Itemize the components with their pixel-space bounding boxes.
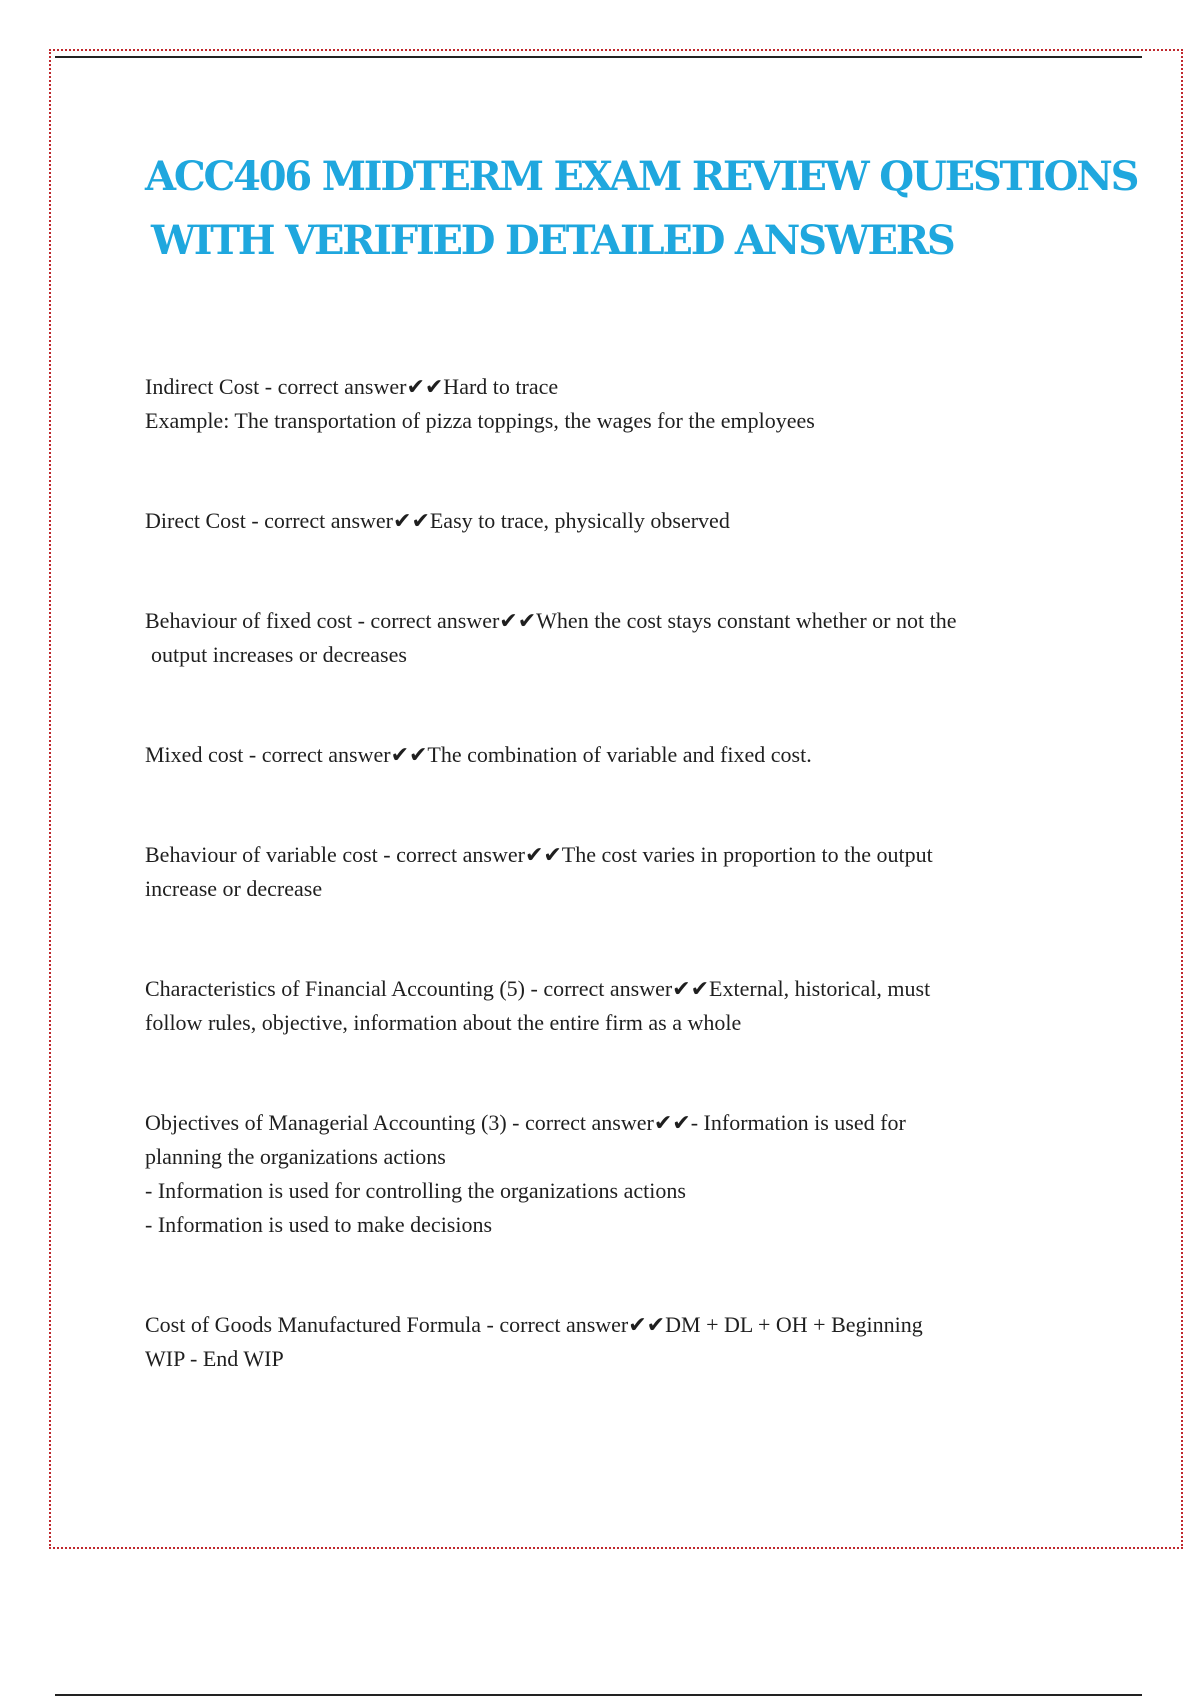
qa-line: - Information is used for controlling the organizations actions: [145, 1178, 686, 1203]
qa-line: Example: The transportation of pizza toppings, the wages for the employees: [145, 408, 815, 433]
qa-mixed-cost: [145, 738, 1100, 772]
document-title: [145, 145, 1138, 273]
title-line-1: ACC406 MIDTERM EXAM REVIEW QUESTIONS: [145, 153, 1138, 200]
qa-line: Cost of Goods Manufactured Formula - correct answer✔✔DM + DL + OH + Beginning: [145, 1312, 923, 1337]
qa-line: follow rules, objective, information about the entire firm as a whole: [145, 1010, 742, 1035]
qa-fixed-cost: [145, 604, 1100, 672]
qa-managerial-accounting: [145, 1106, 1100, 1242]
qa-line: Mixed cost - correct answer✔✔The combination of variable and fixed cost.: [145, 742, 812, 767]
qa-direct-cost: [145, 504, 1100, 538]
title-line-2: WITH VERIFIED DETAILED ANSWERS: [151, 217, 954, 264]
qa-line: Objectives of Managerial Accounting (3) - correct answer✔✔- Information is used for: [145, 1110, 906, 1135]
bottom-rule: [55, 1694, 1142, 1696]
qa-line: Characteristics of Financial Accounting (5) - correct answer✔✔External, historical, must: [145, 976, 931, 1001]
qa-list: [145, 370, 1100, 1376]
qa-variable-cost: [145, 838, 1100, 906]
qa-cogm-formula: [145, 1308, 1100, 1376]
qa-line: planning the organizations actions: [145, 1144, 446, 1169]
qa-line: - Information is used to make decisions: [145, 1212, 493, 1237]
qa-line: Behaviour of fixed cost - correct answer✔✔When the cost stays constant whether or not the: [145, 608, 957, 633]
qa-line: output increases or decreases: [151, 642, 407, 667]
qa-line: Indirect Cost - correct answer✔✔Hard to trace: [145, 374, 559, 399]
qa-indirect-cost: [145, 370, 1100, 438]
qa-line: WIP - End WIP: [145, 1346, 284, 1371]
top-rule: [55, 56, 1142, 58]
qa-line: increase or decrease: [145, 876, 323, 901]
qa-financial-accounting: [145, 972, 1100, 1040]
qa-line: Behaviour of variable cost - correct answer✔✔The cost varies in proportion to the output: [145, 842, 933, 867]
qa-line: Direct Cost - correct answer✔✔Easy to trace, physically observed: [145, 508, 730, 533]
